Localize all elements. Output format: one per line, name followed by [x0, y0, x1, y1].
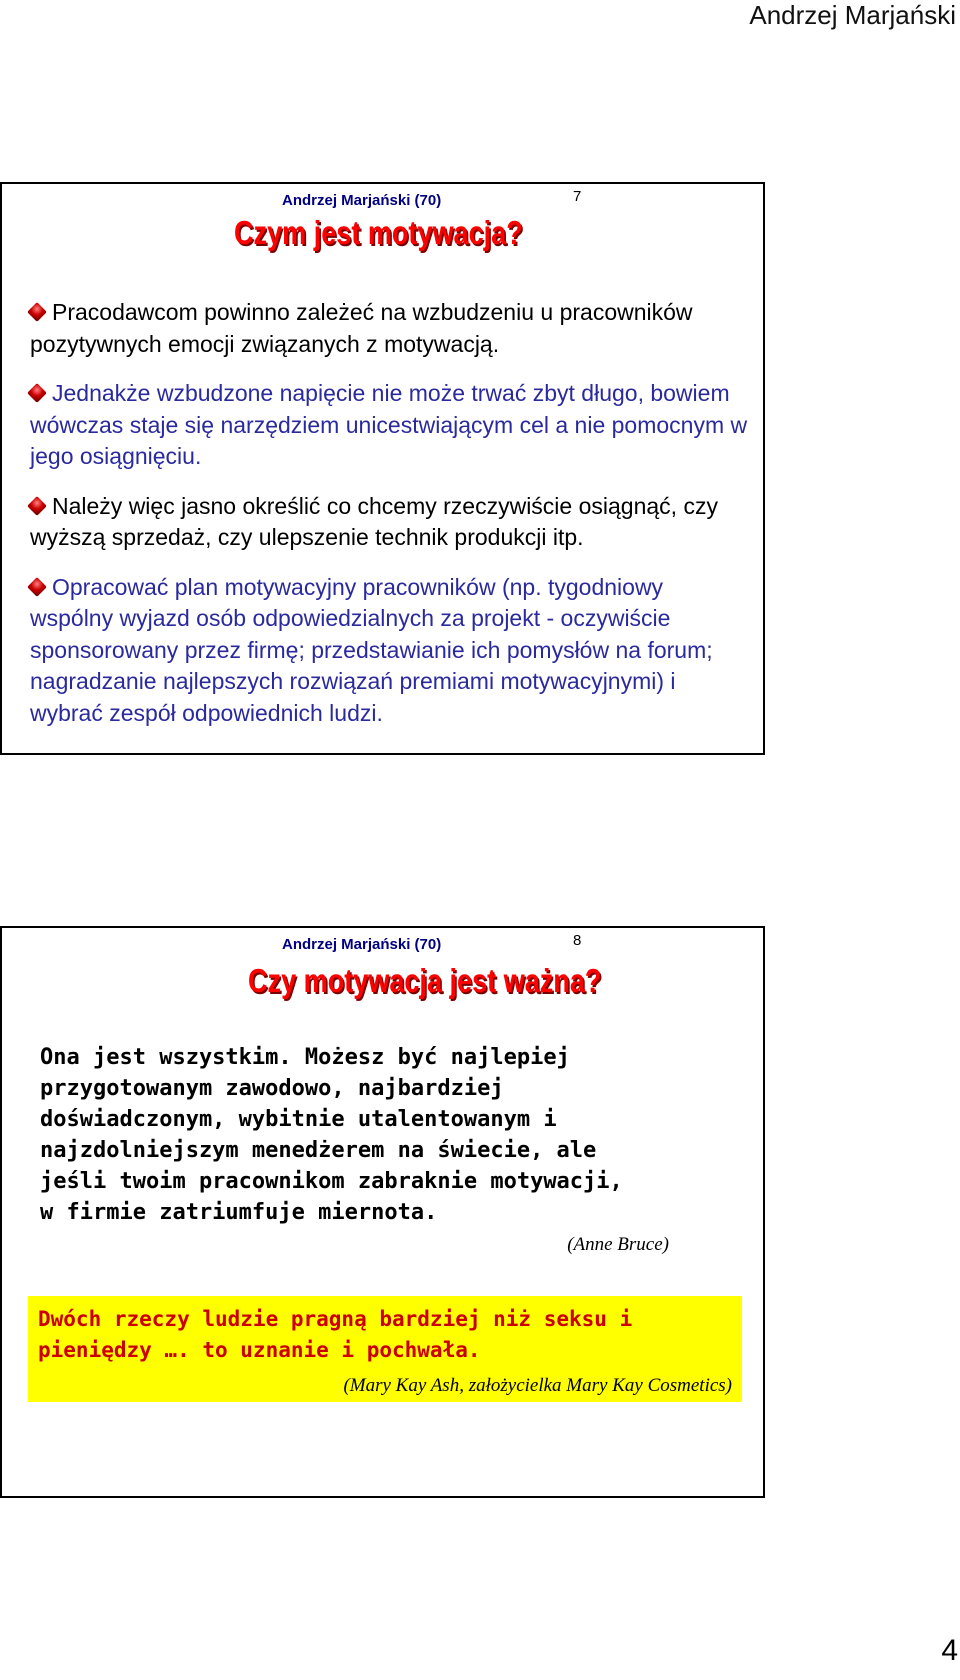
slide-author: Andrzej Marjański (70) [282, 192, 442, 209]
slide-7 [0, 182, 765, 755]
slide-number: 7 [573, 188, 582, 205]
quote-line: przygotowanym zawodowo, najbardziej [40, 1076, 504, 1101]
bullet-item [30, 572, 750, 730]
quote-anne-bruce [40, 1042, 730, 1228]
quote-line: pieniędzy …. to uznanie i pochwała. [38, 1338, 481, 1362]
highlighted-quote-box [28, 1296, 742, 1402]
bullet-text: Opracować plan motywacyjny pracowników (np. tygodniowy wspólny wyjazd osób odpowiedzialnych za projekt - oczywiście sponsorowany przez firmę; przedstawianie ich pomysłów na forum; nagradzanie najlepszych rozwiązań premiami motywacyjnymi) i wybrać zespół odpowiednich ludzi. [30, 573, 713, 726]
diamond-bullet-icon [27, 302, 47, 322]
slide-number: 8 [573, 932, 582, 949]
quote-line: doświadczonym, wybitnie utalentowanym i [40, 1107, 557, 1132]
quote-attribution: (Mary Kay Ash, założycielka Mary Kay Cosmetics) [343, 1375, 732, 1396]
diamond-bullet-icon [27, 577, 47, 597]
quote-mary-kay-ash [38, 1304, 738, 1366]
quote-line: jeśli twoim pracownikom zabraknie motywacji, [40, 1169, 623, 1194]
slide-8 [0, 926, 765, 1498]
bullet-text: Jednakże wzbudzone napięcie nie może trwać zbyt długo, bowiem wówczas staje się narzędziem unicestwiającym cel a nie pomocnym w jego osiągnięciu. [30, 380, 748, 469]
page-header-author: Andrzej Marjański [749, 0, 956, 30]
bullet-item [30, 378, 750, 473]
quote-line: najzdolniejszym menedżerem na świecie, ale [40, 1138, 597, 1163]
quote-line: Ona jest wszystkim. Możesz być najlepiej [40, 1045, 570, 1070]
diamond-bullet-icon [27, 496, 47, 516]
bullet-text: Należy więc jasno określić co chcemy rzeczywiście osiągnąć, czy wyższą sprzedaż, czy ulepszenie technik produkcji itp. [30, 492, 718, 550]
slide-title: Czym jest motywacja? [234, 214, 523, 251]
slide-author: Andrzej Marjański (70) [282, 936, 442, 953]
quote-line: Dwóch rzeczy ludzie pragną bardziej niż seksu i [38, 1307, 633, 1331]
quote-line: w firmie zatriumfuje miernota. [40, 1200, 438, 1225]
bullet-item [30, 297, 750, 360]
slide-title: Czy motywacja jest ważna? [248, 962, 602, 999]
quote-attribution: (Anne Bruce) [567, 1234, 669, 1255]
bullet-item [30, 491, 750, 554]
bullet-list [30, 297, 750, 747]
bullet-text: Pracodawcom powinno zależeć na wzbudzeniu u pracowników pozytywnych emocji związanych z motywacją. [30, 299, 693, 357]
diamond-bullet-icon [27, 383, 47, 403]
page-number: 4 [941, 1634, 958, 1667]
